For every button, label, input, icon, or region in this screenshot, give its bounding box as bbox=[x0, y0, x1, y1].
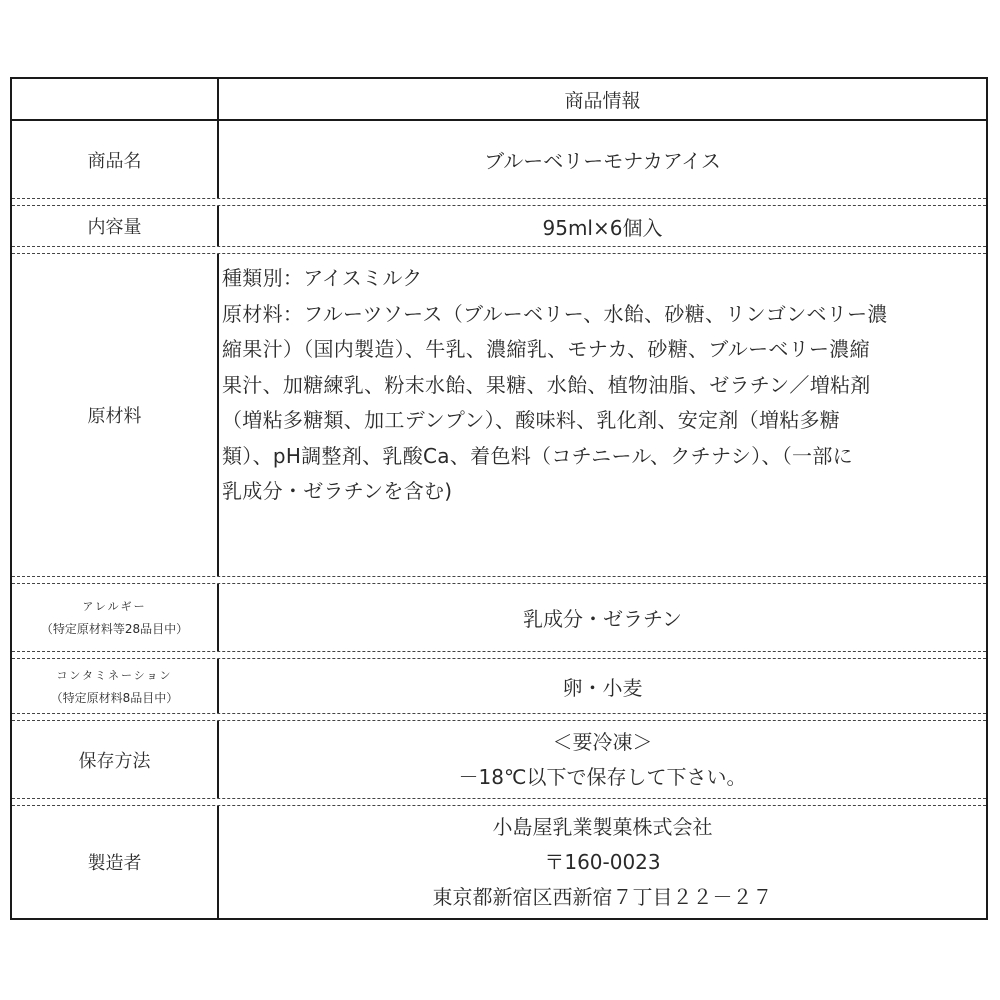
storage-label: 保存方法 bbox=[78, 750, 151, 772]
row-gap bbox=[12, 713, 986, 721]
storage-line: －18℃以下で保存して下さい。 bbox=[458, 764, 747, 789]
volume-label: 内容量 bbox=[87, 217, 142, 238]
maker-postcode: 〒160-0023 bbox=[544, 849, 661, 874]
ingredients-label: 原材料 bbox=[87, 406, 142, 427]
allergy-label-note: （特定原材料等28品目中） bbox=[40, 622, 189, 636]
ingredients-line: 縮果汁）（国内製造）、牛乳、濃縮乳、モナカ、砂糖、ブルーベリー濃縮 bbox=[222, 337, 870, 361]
row-gap bbox=[12, 651, 986, 659]
contamination-label-note: （特定原材料8品目中） bbox=[50, 690, 179, 705]
allergy-value: 乳成分・ゼラチン bbox=[523, 607, 682, 631]
maker-value bbox=[219, 806, 986, 918]
row-gap bbox=[12, 198, 986, 206]
allergy-label-title: アレルギー bbox=[82, 600, 147, 613]
storage-value bbox=[219, 721, 986, 798]
allergy-label bbox=[12, 584, 217, 651]
ingredients-line: 種類別：アイスミルク bbox=[222, 266, 423, 290]
ingredients-line: 類）、pH調整剤、乳酸Ca、着色料（コチニール、クチナシ）、（一部に bbox=[222, 443, 853, 468]
contamination-label-title: コンタミネーション bbox=[56, 668, 173, 682]
storage-line: ＜要冷凍＞ bbox=[552, 729, 653, 754]
ingredients-line: 乳成分・ゼラチンを含む) bbox=[222, 479, 453, 503]
maker-label: 製造者 bbox=[87, 853, 142, 874]
ingredients-line: 原材料：フルーツソース（ブルーベリー、水飴、砂糖、リンゴンベリー濃 bbox=[222, 301, 888, 326]
product-info-table bbox=[10, 77, 988, 920]
contamination-value: 卵・小麦 bbox=[562, 675, 643, 700]
ingredients-line: （増粘多糖類、加工デンプン）、酸味料、乳化剤、安定剤（増粘多糖 bbox=[222, 408, 841, 432]
name-value: ブルーベリーモナカアイス bbox=[484, 149, 721, 173]
contamination-label bbox=[12, 659, 217, 713]
table-header: 商品情報 bbox=[564, 89, 641, 112]
name-label: 商品名 bbox=[87, 150, 142, 172]
row-gap bbox=[12, 798, 986, 806]
ingredients-text bbox=[222, 261, 978, 510]
maker-address: 東京都新宿区西新宿７丁目２２－２７ bbox=[432, 884, 773, 909]
row-gap bbox=[12, 246, 986, 254]
ingredients-line: 果汁、加糖練乳、粉末水飴、果糖、水飴、植物油脂、ゼラチン／増粘剤 bbox=[222, 372, 871, 397]
volume-value: 95ml×6個入 bbox=[542, 215, 663, 240]
row-gap bbox=[12, 576, 986, 584]
maker-company: 小島屋乳業製菓株式会社 bbox=[492, 814, 713, 839]
